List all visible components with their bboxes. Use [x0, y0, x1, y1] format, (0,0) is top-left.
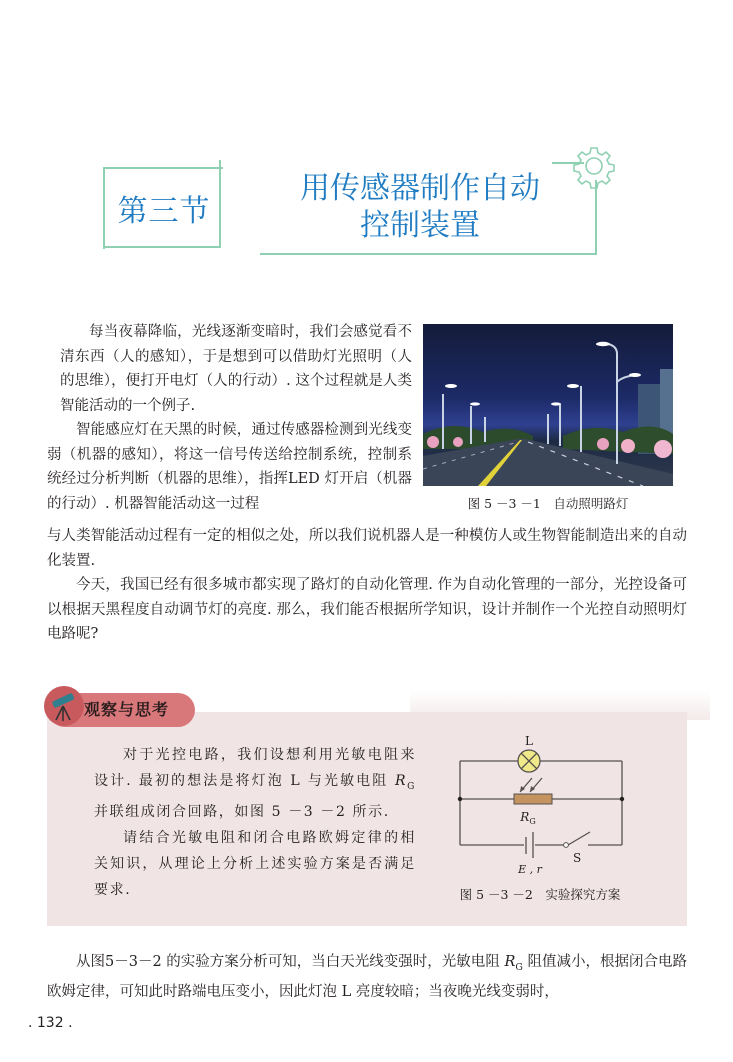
figure-caption: 图 5 －3 －1 自动照明路灯	[467, 496, 629, 511]
paragraph-analysis: 从图5－3－2 的实验方案分析可知，当白天光线变强时，光敏电阻 $R_G$ 阻值减小，根据闭合电路欧姆定律，可知此时路端电压变小，因此灯泡 L 亮度较暗；当夜晚光线变弱时，	[47, 954, 687, 1001]
telescope-icon-badge	[44, 686, 84, 726]
resistor-label: $R_G$	[520, 810, 536, 826]
lamp-label: L	[525, 734, 533, 748]
header-frame-line	[595, 180, 597, 255]
street-light-illustration	[423, 324, 673, 486]
section-title-line2: 控制装置	[360, 208, 480, 243]
section-title	[255, 170, 585, 244]
street-light-photo	[423, 324, 673, 486]
telescope-icon	[44, 686, 84, 726]
page-number: . 132 .	[28, 1015, 73, 1031]
paragraph-city: 今天，我国已经有很多城市都实现了路灯的自动化管理. 作为自动化管理的一部分，光控设备可以根据天黑程度自动调节灯的亮度. 那么，我们能否根据所学知识，设计并制作一个光控自动照明灯电路呢?	[47, 577, 687, 643]
observe-think-text	[94, 743, 416, 904]
header-divider	[219, 160, 221, 246]
observe-paragraph-2: 请结合光敏电阻和闭合电路欧姆定律的相关知识，从理论上分析上述实验方案是否满足要求.	[94, 830, 416, 898]
paragraph-intro: 每当夜幕降临，光线逐渐变暗时，我们会感觉看不清东西（人的感知），于是想到可以借助灯光照明（人的思维），便打开电灯（人的行动）. 这个过程就是人类智能活动的一个例子.	[60, 324, 412, 414]
circuit-diagram	[440, 728, 640, 878]
section-title-line1: 用传感器制作自动	[300, 171, 540, 206]
paragraph-robot: 与人类智能活动过程有一定的相似之处，所以我们说机器人是一种模仿人或生物智能制造出来的自动化装置.	[47, 528, 687, 569]
observe-think-label: 观察与思考	[84, 700, 170, 719]
paragraph-smart-light: 智能感应灯在天黑的时候，通过传感器检测到光线变弱（机器的感知），将这一信号传送给控制系统，控制系统经过分析判断（机器的思维），指挥LED 灯开启（机器的行动）. 机器智能活动这一过程	[47, 422, 412, 512]
section-number: 第三节	[117, 194, 211, 229]
header-frame-line	[260, 253, 597, 255]
header-frame-line	[103, 246, 221, 248]
switch-label: S	[573, 851, 582, 865]
observe-paragraph-1: 对于光控电路，我们设想利用光敏电阻来设计. 最初的想法是将灯泡 L 与光敏电阻 $R_G$并联组成闭合回路，如图 5 －3 －2 所示.	[94, 747, 416, 821]
figure-caption: 图 5 －3 －2 实验探究方案	[459, 887, 621, 902]
battery-label: E , r	[518, 863, 542, 876]
